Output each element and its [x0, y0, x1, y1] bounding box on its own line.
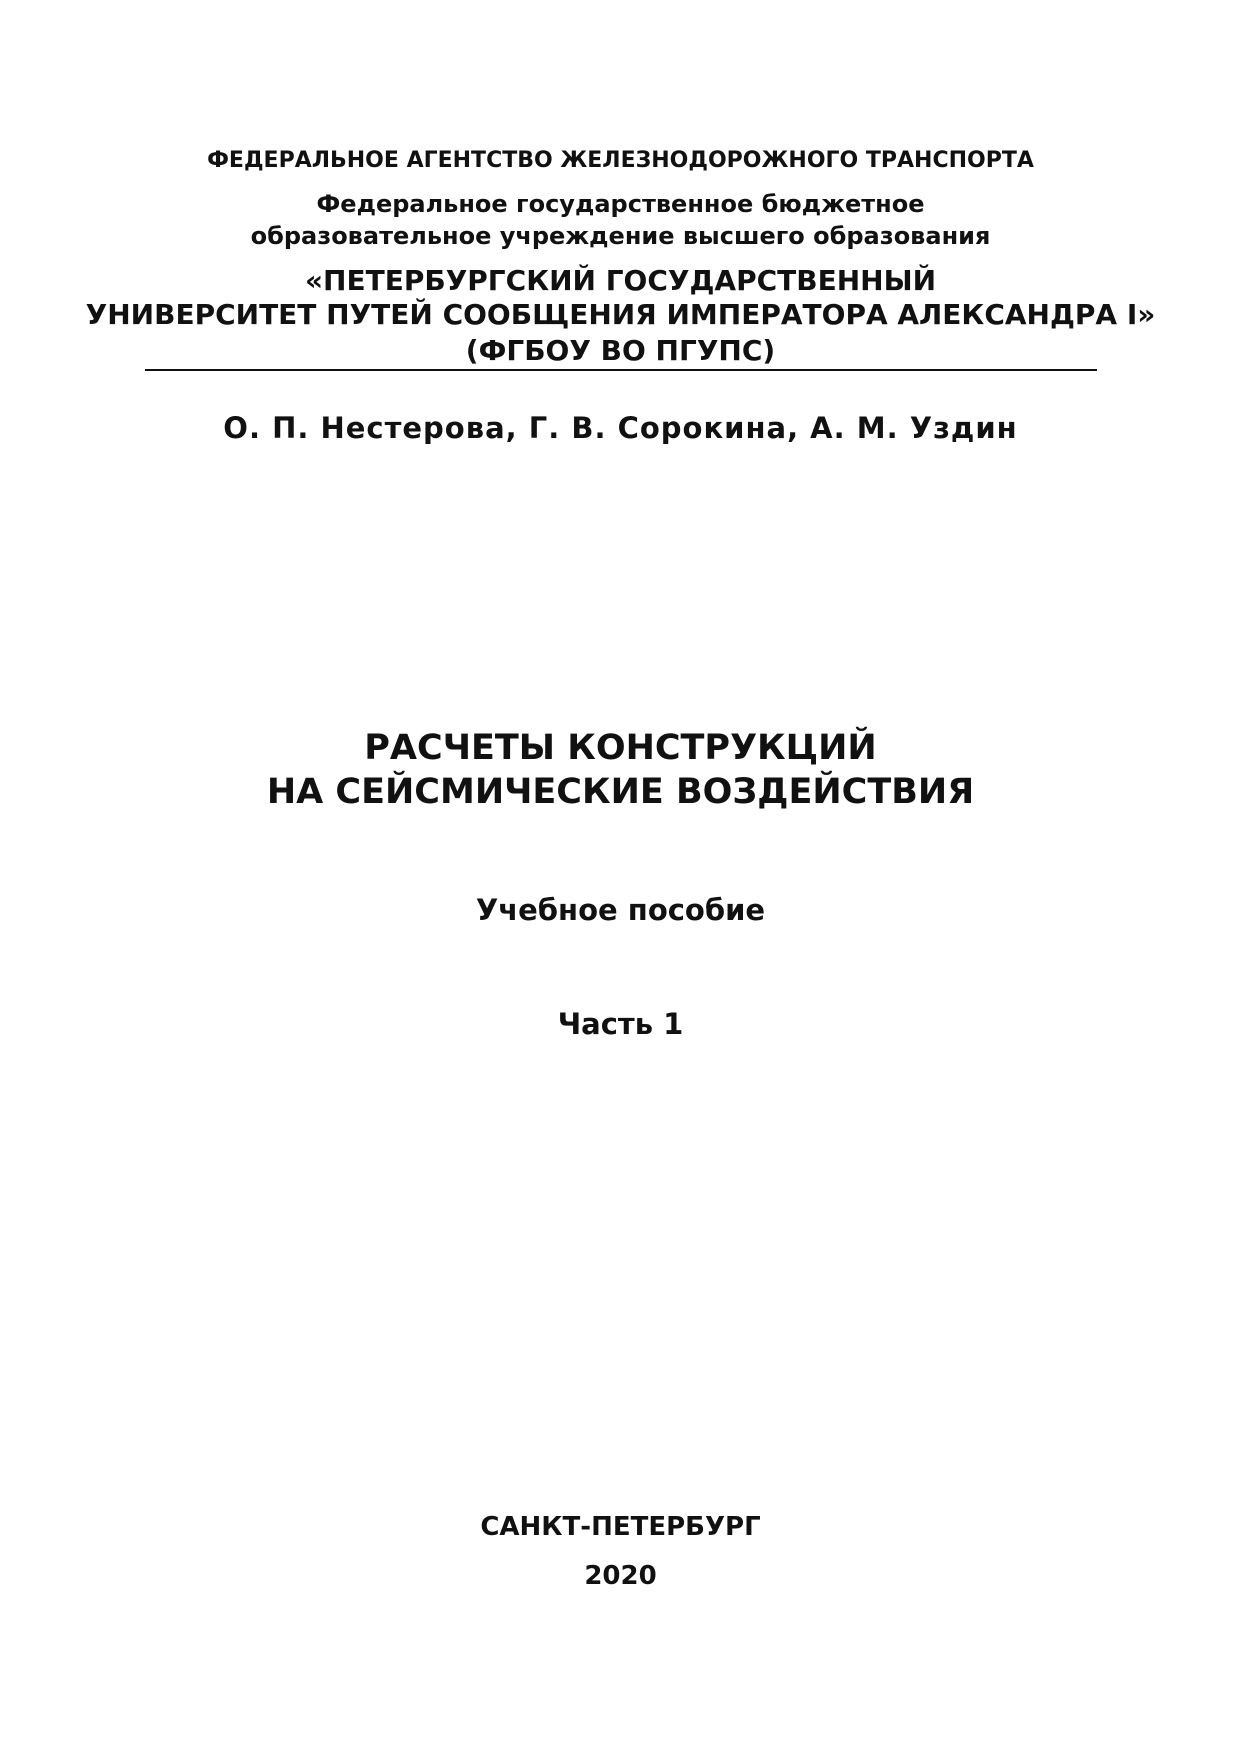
book-part: Часть 1 — [557, 1007, 684, 1041]
publication-year: 2020 — [584, 1561, 657, 1591]
institution-line-1: Федеральное государственное бюджетное — [316, 190, 925, 218]
book-title-line-1: РАСЧЕТЫ КОНСТРУКЦИЙ — [364, 728, 877, 768]
publication-city: САНКТ-ПЕТЕРБУРГ — [480, 1512, 761, 1542]
institution-line-2: образовательное учреждение высшего образования — [250, 222, 991, 250]
university-abbreviation: (ФГБОУ ВО ПГУПС) — [465, 334, 776, 367]
authors: О. П. Нестерова, Г. В. Сорокина, А. М. Уздин — [223, 411, 1018, 445]
university-name-line-1: «ПЕТЕРБУРГСКИЙ ГОСУДАРСТВЕННЫЙ — [304, 264, 937, 297]
agency-name: ФЕДЕРАЛЬНОЕ АГЕНТСТВО ЖЕЛЕЗНОДОРОЖНОГО ТРАНСПОРТА — [207, 148, 1034, 173]
book-title-line-2: НА СЕЙСМИЧЕСКИЕ ВОЗДЕЙСТВИЯ — [266, 772, 975, 812]
header-divider — [145, 369, 1097, 371]
university-name-line-2: УНИВЕРСИТЕТ ПУТЕЙ СООБЩЕНИЯ ИМПЕРАТОРА АЛЕКСАНДРА I» — [85, 298, 1156, 331]
book-subtitle: Учебное пособие — [475, 893, 766, 927]
